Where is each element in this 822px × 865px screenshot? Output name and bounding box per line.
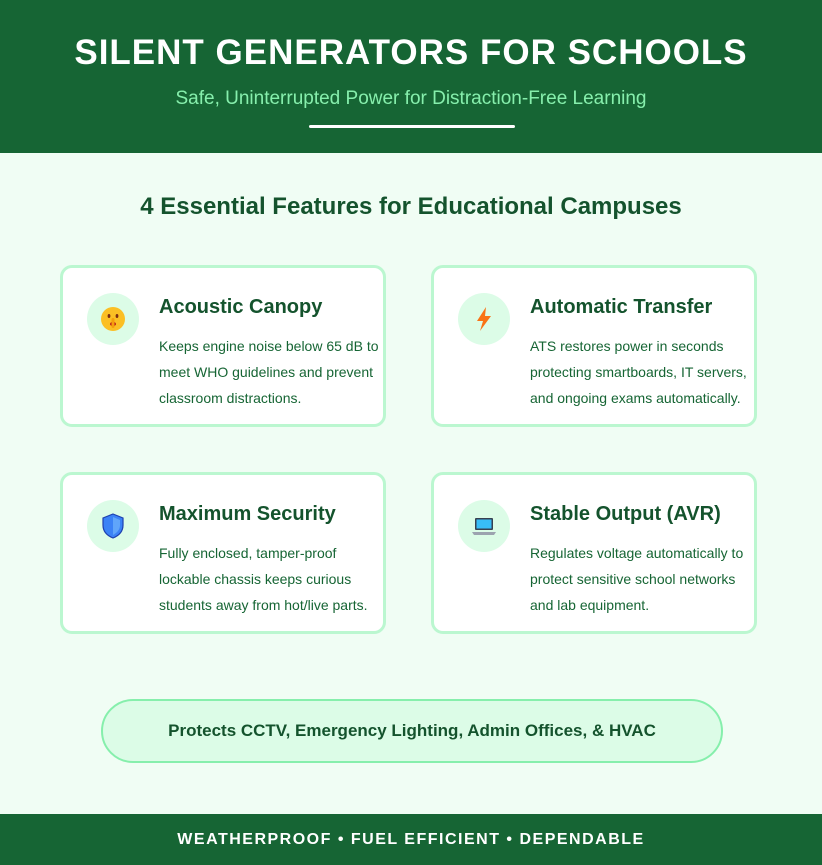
feature-description: Keeps engine noise below 65 dB to meet WHO guidelines and prevent classroom distractions. (159, 338, 379, 406)
laptop-icon (458, 500, 510, 552)
shushing-face-icon (87, 293, 139, 345)
section-title: 4 Essential Features for Educational Campuses (140, 193, 682, 220)
feature-description: ATS restores power in seconds protecting smartboards, IT servers, and ongoing exams automatically. (530, 338, 747, 406)
feature-card-maximum-security (60, 472, 386, 634)
footer-tagline: WEATHERPROOF • FUEL EFFICIENT • DEPENDABLE (177, 830, 645, 848)
header (0, 0, 822, 153)
feature-title: Automatic Transfer (530, 296, 713, 318)
page-subtitle: Safe, Uninterrupted Power for Distraction-Free Learning (175, 88, 647, 109)
feature-description: Fully enclosed, tamper-proof lockable chassis keeps curious students away from hot/live parts. (159, 545, 368, 613)
feature-card-stable-output (431, 472, 757, 634)
page-title: SILENT GENERATORS FOR SCHOOLS (74, 33, 748, 72)
feature-description: Regulates voltage automatically to protect sensitive school networks and lab equipment. (530, 545, 744, 613)
coverage-banner: Protects CCTV, Emergency Lighting, Admin Offices, & HVAC (101, 699, 723, 763)
feature-card-automatic-transfer (431, 265, 757, 427)
header-divider (309, 125, 515, 128)
feature-title: Acoustic Canopy (159, 296, 323, 318)
feature-title: Maximum Security (159, 503, 336, 525)
lightning-bolt-icon (458, 293, 510, 345)
shield-icon (87, 500, 139, 552)
feature-card-acoustic-canopy (60, 265, 386, 427)
feature-title: Stable Output (AVR) (530, 503, 721, 525)
footer (0, 814, 822, 865)
